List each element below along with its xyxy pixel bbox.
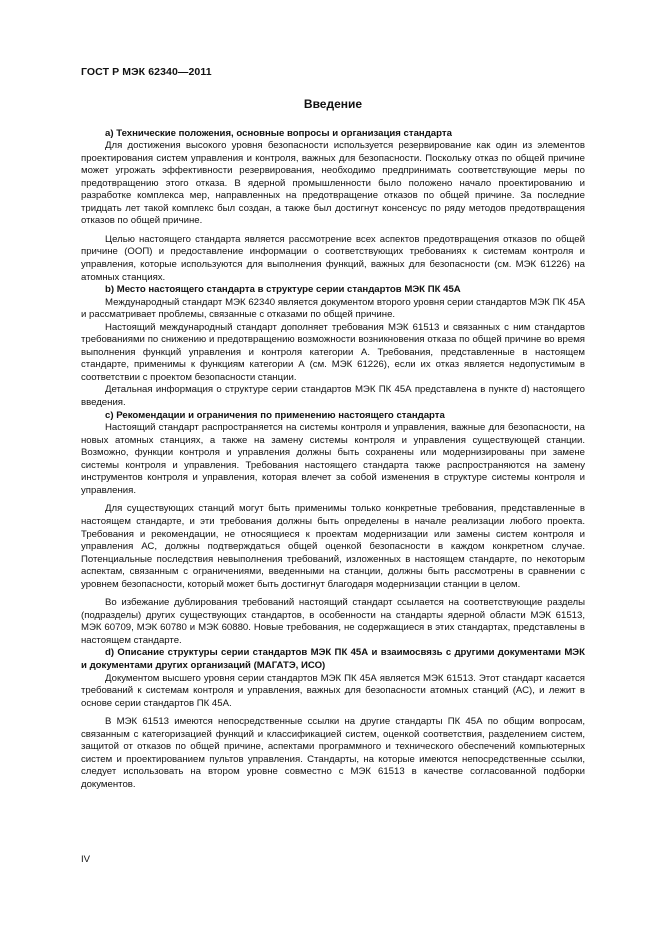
section-d-heading: d) Описание структуры серии стандартов МЭК ПК 45А и взаимосвязь с другими документами МЭК и документами других организаций (МАГАТЭ, ИСО) xyxy=(81,647,585,671)
section-a-paragraph-2: Целью настоящего стандарта является рассмотрение всех аспектов предотвращения отказов по общей причине (ООП) и предоставление информации о соответствующих требованиях к системам контроля и управления, которые используются для выполнения функций, важных для безопасности (см. МЭК 61226) на атомных станциях. xyxy=(81,233,585,283)
section-b-paragraph-1: Международный стандарт МЭК 62340 является документом второго уровня серии стандартов МЭК ПК 45А и рассматривает проблемы, связанные с отказами по общей причине. xyxy=(81,296,585,321)
section-d-paragraph-1: Документом высшего уровня серии стандартов МЭК ПК 45А является МЭК 61513. Этот стандарт касается требований к системам контроля и управления, важных для безопасности атомных станций (АС), и лежит в основе серии стандартов ПК 45А. xyxy=(81,672,585,709)
section-b-paragraph-3: Детальная информация о структуре серии стандартов МЭК ПК 45А представлена в пункте d) настоящего введения. xyxy=(81,384,585,409)
page-title: Введение xyxy=(303,97,363,111)
section-c-paragraph-2: Для существующих станций могут быть применимы только конкретные требования, представленные в настоящем стандарте, и эти требования должны быть определены в начале реализации любого проекта. Требования и рекомендации, не относящиеся к проектам модернизации или замены систем контроля и управления АС, должны подтверждаться общей оценкой безопасности в каждом конкретном случае. Потенциальные последствия невыполнения требований, изложенных в настоящем стандарте, по некоторым аспектам, связанным с ограничениями, введенными на станции, должны быть рассмотрены в сравнении с уровнем безопасности, который может быть достигнут благодаря модернизации станции в целом. xyxy=(81,503,585,590)
section-a-paragraph-1: Для достижения высокого уровня безопасности используется резервирование как один из элементов проектирования систем управления и контроля, важных для безопасности. Поскольку отказ по общей причине может угрожать эффективности резервирования, необходимо предпринимать соответствующие меры по предотвращению этого отказа. В ядерной промышленности было положено начало проектированию и разработке комплекса мер, направленных на предотвращение отказов по общей причине. За последние тридцать лет такой комплекс был создан, а также был достигнут консенсус по ряду методов предотвращения отказов по общей причине. xyxy=(81,140,585,227)
section-d-paragraph-2: В МЭК 61513 имеются непосредственные ссылки на другие стандарты ПК 45А по общим вопросам, связанным с категоризацией функций и классификацией систем, оценкой соответствия, разделением систем, защитой от отказов по общей причине, аспектами программного и технического обеспечений компьютерных систем и проектированием пультов управления. Стандарты, на которые имеются непосредственные ссылки, следует использовать на втором уровне совместно с МЭК 61513 в качестве согласованной подборки документов. xyxy=(81,716,585,790)
section-c-heading: с) Рекомендации и ограничения по применению настоящего стандарта xyxy=(105,409,445,421)
section-a-heading: а) Технические положения, основные вопросы и организация стандарта xyxy=(105,127,452,139)
introduction-body xyxy=(81,98,585,791)
section-b-paragraph-2: Настоящий международный стандарт дополняет требования МЭК 61513 и связанных с ним стандартов требованиями по снижению и предотвращению возможности возникновения отказа по общей причине во время выполнения функций управления и контроля категории А. Требования, представленные в настоящем стандарте, применимы к функциям категории А (см. МЭК 61226), если их отказ является недопустимым в соответствии с проектом безопасности станции. xyxy=(81,321,585,383)
section-c-paragraph-3: Во избежание дублирования требований настоящий стандарт ссылается на соответствующие разделы (подразделы) других существующих стандартов, в особенности на стандарты ядерной области МЭК 61513, МЭК 60709, МЭК 60780 и МЭК 60880. Новые требования, не содержащиеся в этих стандартах, представлены в настоящем стандарте. xyxy=(81,597,585,646)
document-header: ГОСТ Р МЭК 62340—2011 xyxy=(81,66,212,78)
page-number: IV xyxy=(81,854,91,865)
section-c-paragraph-1: Настоящий стандарт распространяется на системы контроля и управления, важные для безопасности, на новых атомных станциях, а также на замену системы контроля и управления существующей станции. Возможно, функции контроля и управления должны быть сохранены или модернизированы при замене системы контроля и управления. Требования настоящего стандарта также распространяются на замену инструментов контроля и управления, которая влечет за собой изменения в структуре системы контроля и управления. xyxy=(81,422,585,496)
section-b-heading: b) Место настоящего стандарта в структуре серии стандартов МЭК ПК 45А xyxy=(105,284,461,296)
